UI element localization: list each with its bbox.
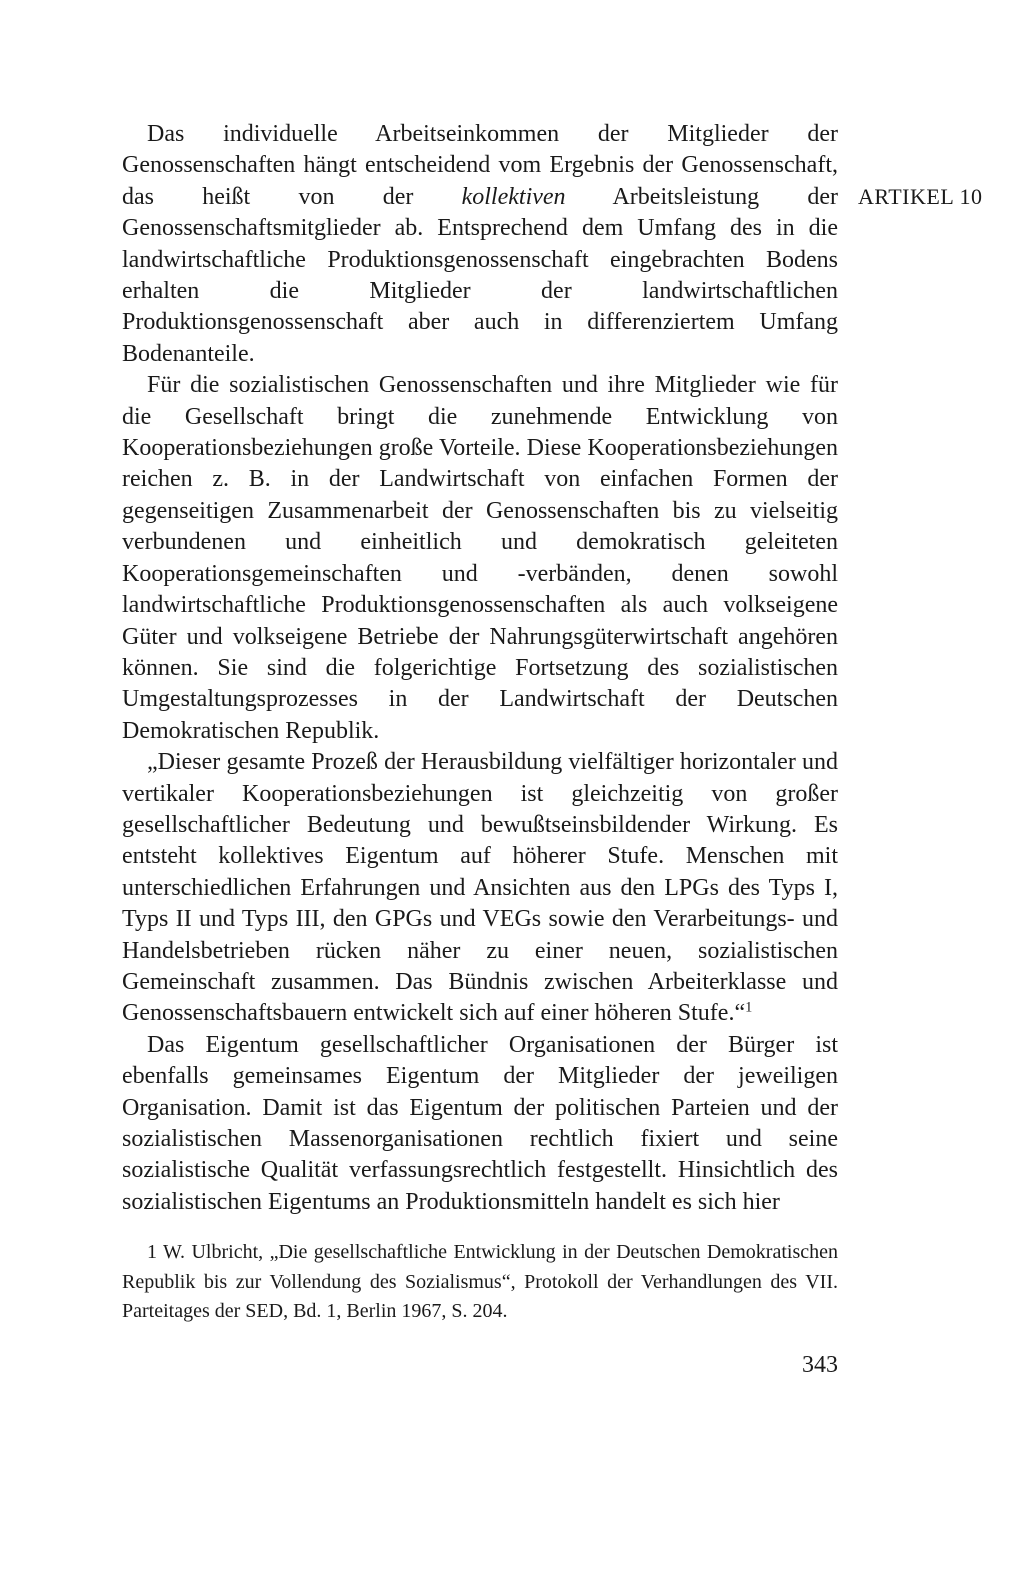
footnote — [122, 1238, 838, 1327]
paragraph-1-text-end: Arbeitsleistung der Genossenschaftsmitglieder ab. Entsprechend dem Umfang des in die landwirtschaftliche Produktionsgenossenschaft eingebrachten Bodens erhalten die Mitglieder der landwirtschaftlichen Produktionsgenossenschaft aber auch in differenziertem Umfang Bodenanteile. — [122, 183, 839, 367]
footnote-reference[interactable]: 1 — [745, 999, 753, 1016]
body-text — [122, 119, 838, 1218]
footnote-number: 1 — [147, 1241, 157, 1263]
paragraph-2: Für die sozialistischen Genossenschaften und ihre Mitglieder wie für die Gesellschaft bringt die zunehmende Entwicklung von Kooperationsbeziehungen große Vorteile. Diese Kooperationsbeziehungen reichen z. B. in der Landwirtschaft von einfachen Formen der gegenseitigen Zusammenarbeit der Genossenschaften bis zu vielseitig verbundenen und einheitlich und demokratisch geleiteten Kooperationsgemeinschaften und -verbänden, denen sowohl landwirtschaftliche Produktionsgenossenschaften als auch volkseigene Güter und volkseigene Betriebe der Nahrungsgüterwirtschaft angehören können. Sie sind die folgerichtige Fortsetzung des sozialistischen Umgestaltungsprozesses in der Landwirtschaft der Deutschen Demokratischen Republik. — [122, 372, 838, 744]
page-number: 343 — [802, 1352, 838, 1378]
margin-note-article: ARTIKEL 10 — [858, 184, 983, 209]
paragraph-1-text-start: Das individuelle Arbeitseinkommen der Mitglieder der Genossenschaften hängt entscheidend vom Ergebnis der Genossenschaft, das heißt von der — [122, 121, 838, 210]
paragraph-1-emphasis: kollektiven — [461, 183, 566, 210]
quote-text: „Dieser gesamte Prozeß der Herausbildung vielfältiger horizontaler und vertikaler Kooperationsbeziehungen ist gleichzeitig von großer gesellschaftlicher Bedeutung und bewußtseinsbildender Wirkung. Es entsteht kollektives Eigentum auf höherer Stufe. Menschen mit unterschiedlichen Erfahrungen und Ansichten aus den LPGs des Typs I, Typs II und Typs III, den GPGs und VEGs sowie den Verarbeitungs- und Handelsbetrieben rücken näher zu einer neuen, sozialistischen Gemeinschaft zusammen. Das Bündnis zwischen Arbeiterklasse und Genossenschaftsbauern entwickelt sich auf einer höheren Stufe.“ — [122, 749, 838, 1027]
footnote-text: W. Ulbricht, „Die gesellschaftliche Entwicklung in der Deutschen Demokratischen Republik bis zur Vollendung des Sozialismus“, Protokoll der Verhandlungen des VII. Parteitages der SED, Bd. 1, Berlin 1967, S. 204. — [122, 1241, 838, 1322]
paragraph-4: Das Eigentum gesellschaftlicher Organisationen der Bürger ist ebenfalls gemeinsames Eigentum der Mitglieder der jeweiligen Organisation. Damit ist das Eigentum der politischen Parteien und der sozialistischen Massenorganisationen rechtlich fixiert und seine sozialistische Qualität verfassungsrechtlich festgestellt. Hinsichtlich des sozialistischen Eigentums an Produktionsmitteln handelt es sich hier — [122, 1031, 838, 1215]
paragraph-1 — [122, 119, 838, 370]
paragraph-3-quote — [122, 747, 838, 1030]
